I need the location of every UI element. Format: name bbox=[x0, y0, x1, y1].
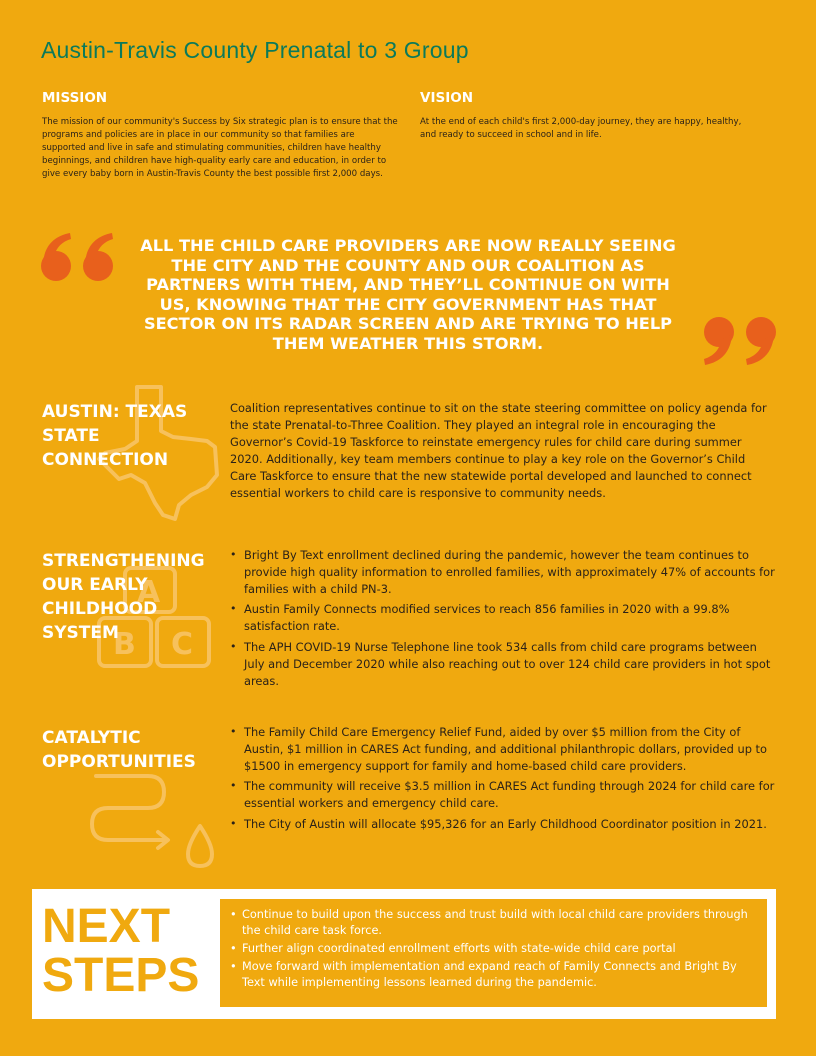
list-item: • The Family Child Care Emergency Relief Fund, aided by over $5 million from the City of Austin, $1 million in CARES Act funding, and additional philanthropic dollars, provided up to $1500 in emergency support for family and home-based child care providers. bbox=[230, 724, 776, 774]
strengthening-list bbox=[230, 547, 776, 693]
pathway-icon bbox=[88, 770, 218, 880]
close-quote-icon bbox=[697, 314, 777, 366]
vision-block bbox=[420, 90, 760, 142]
next-steps-title bbox=[42, 902, 199, 1000]
mission-heading: MISSION bbox=[42, 90, 108, 106]
list-item: • Move forward with implementation and expand reach of Family Connects and Bright By Text while implementing lessons learned during the pandemic. bbox=[230, 959, 760, 991]
list-item: • The community will receive $3.5 million in CARES Act funding through 2024 for child care for essential workers and emergency child care. bbox=[230, 778, 776, 812]
next-steps-title-line2: STEPS bbox=[42, 949, 200, 1002]
page-title: Austin-Travis County Prenatal to 3 Group bbox=[41, 37, 469, 63]
mission-text: The mission of our community's Success by Six strategic plan is to ensure that the programs and policies are in place in our community so that families are supported and live in safe and stimulating communities, children have healthy beginnings, and children have high-quality early care and education, in order to give every baby born in Austin-Travis County the best possible first 2,000 days. bbox=[42, 117, 398, 179]
list-item: • The City of Austin will allocate $95,326 for an Early Childhood Coordinator position in 2021. bbox=[230, 816, 776, 833]
mission-block bbox=[42, 90, 398, 181]
list-item: • The APH COVID-19 Nurse Telephone line took 534 calls from child care programs between July and December 2020 while also reaching out to over 124 child care providers in hot spot areas. bbox=[230, 639, 776, 689]
state-connection-heading: AUSTIN: TEXAS STATE CONNECTION bbox=[42, 402, 188, 470]
vision-text: At the end of each child's first 2,000-day journey, they are happy, healthy, and ready to succeed in school and in life. bbox=[420, 117, 742, 140]
catalytic-heading: CATALYTIC OPPORTUNITIES bbox=[42, 728, 196, 772]
next-steps-title-line1: NEXT bbox=[42, 900, 171, 953]
catalytic-list bbox=[230, 724, 776, 837]
list-item: • Bright By Text enrollment declined during the pandemic, however the team continues to provide high quality information to enrolled families, with approximately 47% of accounts for families with a child PN-3. bbox=[230, 547, 776, 597]
list-item: • Austin Family Connects modified services to reach 856 families in 2020 with a 99.8% satisfaction rate. bbox=[230, 601, 776, 635]
list-item: • Further align coordinated enrollment efforts with state-wide child care portal bbox=[230, 941, 760, 957]
pull-quote: ALL THE CHILD CARE PROVIDERS ARE NOW REALLY SEEING THE CITY AND THE COUNTY AND OUR COALITION AS PARTNERS WITH THEM, AND THEY’LL CONTINUE ON WITH US, KNOWING THAT THE CITY GOVERNMENT HAS THAT SECTOR ON ITS RADAR SCREEN AND ARE TRYING TO HELP THEM WEATHER THIS STORM. bbox=[140, 236, 676, 353]
next-steps-list bbox=[230, 907, 760, 993]
vision-heading: VISION bbox=[420, 90, 473, 106]
list-item: • Continue to build upon the success and trust build with local child care providers through the child care task force. bbox=[230, 907, 760, 939]
svg-text:C: C bbox=[171, 627, 194, 662]
svg-text:A: A bbox=[137, 575, 161, 610]
open-quote-icon bbox=[40, 232, 120, 284]
state-connection-text: Coalition representatives continue to sit on the state steering committee on policy agenda for the state Prenatal-to-Three Coalition. They played an integral role in encouraging the Governor’s Covid-19 Taskforce to reinstate emergency rules for child care during summer 2020. Additionally, key team members continue to play a key role on the Governor’s Child Care Taskforce to ensure that the new statewide portal developed and launched to connect essential workers to child care is responsive to community needs. bbox=[230, 401, 767, 500]
strengthening-heading: STRENGTHENING OUR EARLY CHILDHOOD SYSTEM bbox=[42, 551, 205, 643]
svg-text:B: B bbox=[113, 627, 136, 662]
